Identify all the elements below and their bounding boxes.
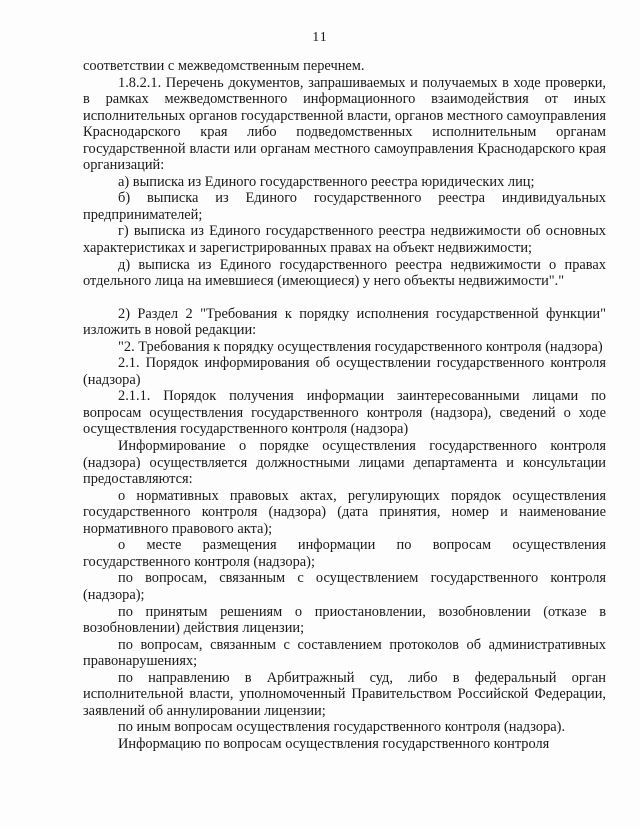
consult-item-6: по направлению в Арбитражный суд, либо в федеральный орган исполнительной власти, уполномоченный Правительством Российской Федерации, заявлений об аннулировании лицензии;	[83, 669, 606, 719]
consult-item-5: по вопросам, связанным с составлением протоколов об административных правонарушениях;	[83, 636, 606, 670]
list-item-d: д) выписка из Единого государственного реестра недвижимости о правах отдельного лица на имевшиеся (имеющиеся) у него объекты недвижимости"."	[83, 256, 606, 290]
list-item-a: а) выписка из Единого государственного реестра юридических лиц;	[118, 173, 535, 190]
consult-item-7: по иным вопросам осуществления государственного контроля (надзора).	[118, 719, 566, 736]
amendment-section-2: 2) Раздел 2 "Требования к порядку исполнения государственной функции" изложить в новой редакции:	[83, 305, 606, 339]
paragraph-information-start: Информацию по вопросам осуществления государственного контроля	[118, 735, 550, 752]
consult-item-1: о нормативных правовых актах, регулирующих порядок осуществления государственного контроля (надзора) (дата принятия, номер и наименование нормативного правового акта);	[83, 487, 606, 537]
list-item-b: б) выписка из Единого государственного реестра индивидуальных предпринимателей;	[83, 190, 606, 223]
paragraph-informing: Информирование о порядке осуществления государственного контроля (надзора) осуществляется должностными лицами департамента и консультации предоставляются:	[83, 438, 606, 488]
page-number: 11	[312, 30, 328, 45]
section-heading-2-1: 2.1. Порядок информирования об осуществлении государственного контроля (надзора)	[83, 355, 606, 388]
paragraph-list-intro: 1.8.2.1. Перечень документов, запрашиваемых и получаемых в ходе проверки, в рамках межведомственного информационного взаимодействия от иных исполнительных органов государственной власти, органов местного самоуправления Краснодарского края либо подведомственных исполнительным органам государственной власти или органам местного самоуправления Краснодарского края организаций:	[83, 74, 606, 174]
paragraph-continuation: соответствии с межведомственным перечнем.	[83, 58, 365, 74]
consult-item-2: о месте размещения информации по вопросам осуществления государственного контроля (надзора);	[83, 537, 606, 570]
document-body	[83, 58, 606, 752]
list-item-g: г) выписка из Единого государственного реестра недвижимости об основных характеристиках и зарегистрированных правах на объект недвижимости;	[83, 223, 606, 257]
consult-item-3: по вопросам, связанным с осуществлением государственного контроля (надзора);	[83, 570, 606, 603]
section-heading-2: "2. Требования к порядку осуществления государственного контроля (надзора)	[118, 338, 603, 355]
consult-item-4: по принятым решениям о приостановлении, возобновлении (отказе в возобновлении) действия лицензии;	[83, 603, 606, 637]
section-heading-2-1-1: 2.1.1. Порядок получения информации заинтересованными лицами по вопросам осуществления государственного контроля (надзора), сведений о ходе осуществления государственного контроля (надзора)	[83, 388, 606, 438]
